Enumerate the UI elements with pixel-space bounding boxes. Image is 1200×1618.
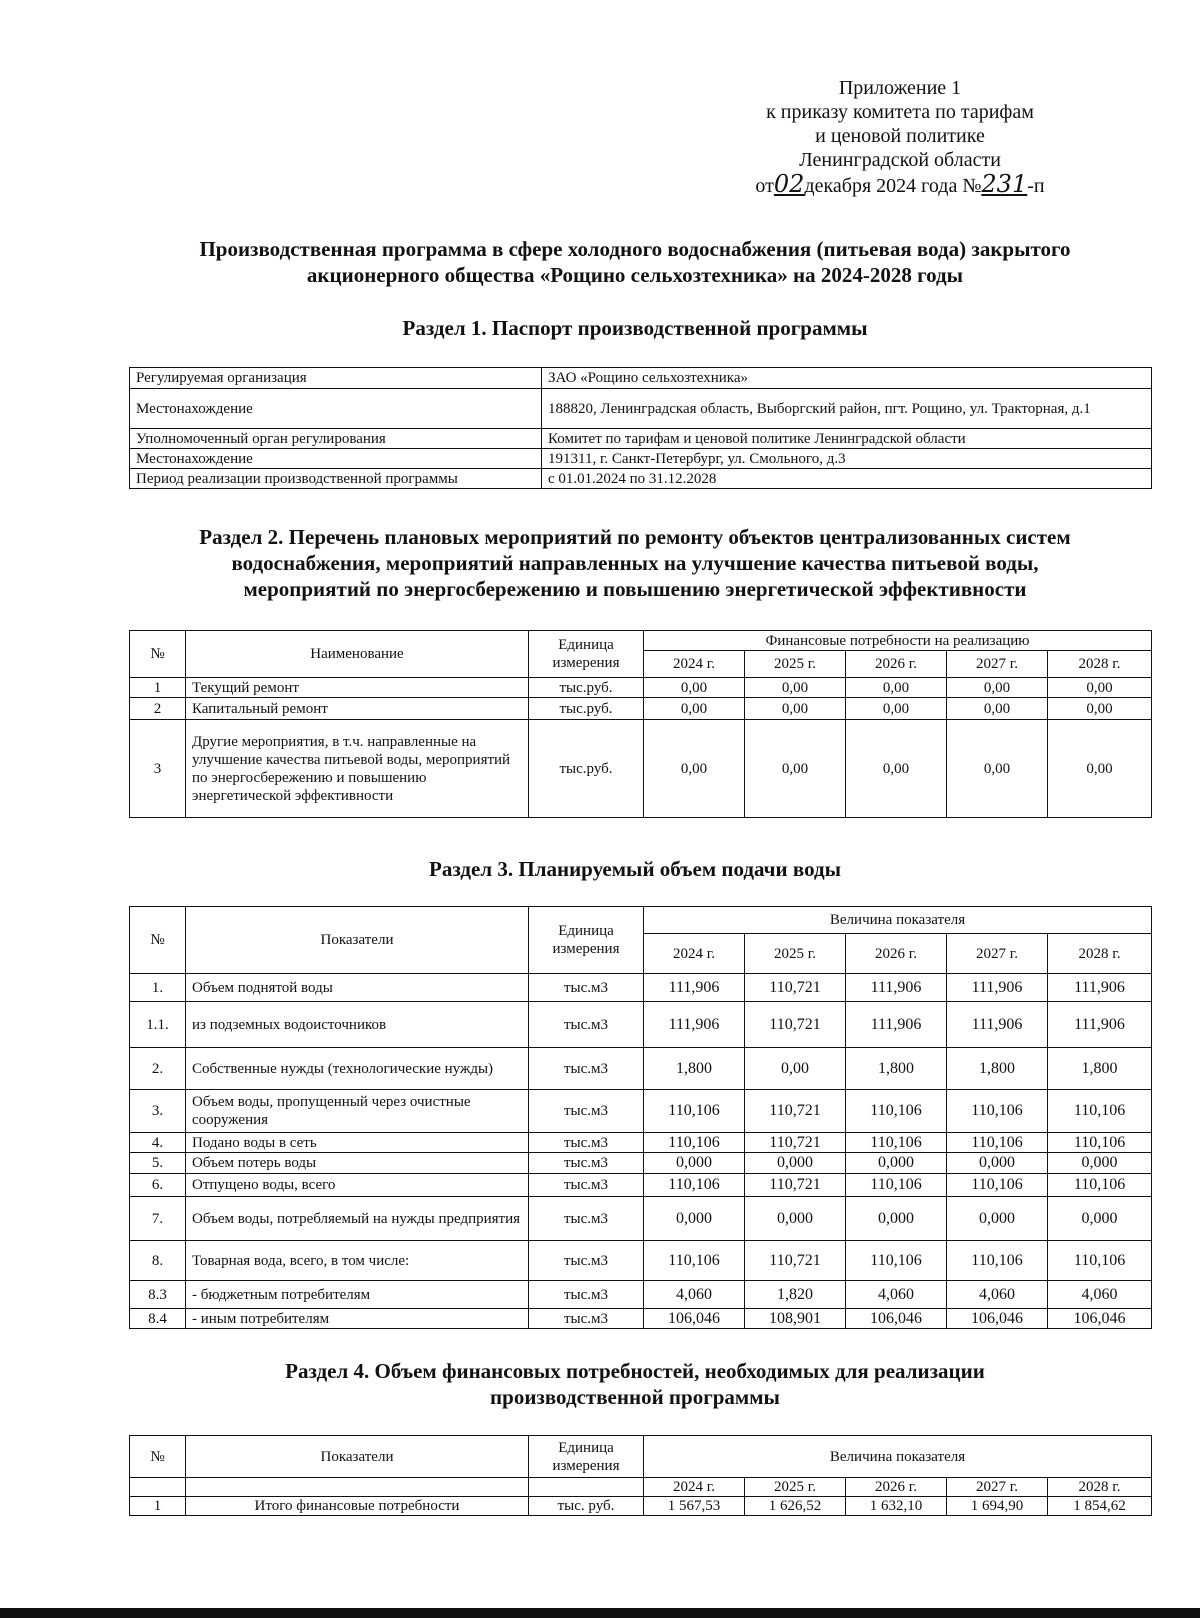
row-name: Собственные нужды (технологические нужды) [186,1048,529,1090]
table-row [130,1241,1152,1281]
row-unit: тыс.м3 [529,1241,644,1281]
table-row [130,449,1152,469]
table-row [130,678,1152,698]
row-value: 106,046 [846,1309,947,1329]
row-value: 0,000 [745,1153,846,1174]
row-no: 1 [130,678,186,698]
col-header-year: 2024 г. [644,1478,745,1497]
row-name: Итого финансовые потребности [186,1497,529,1516]
col-header-group: Величина показателя [644,907,1152,934]
water-supply-table [129,906,1152,1329]
passport-value: Комитет по тарифам и ценовой политике Ленинградской области [542,429,1152,449]
col-header-year: 2028 г. [1048,934,1152,974]
section1-heading: Раздел 1. Паспорт производственной программы [402,316,868,340]
passport-value: 188820, Ленинградская область, Выборгский район, пгт. Рощино, ул. Тракторная, д.1 [542,389,1152,429]
col-header-group: Финансовые потребности на реализацию [644,631,1152,651]
col-header-year: 2027 г. [947,1478,1048,1497]
row-value: 0,00 [846,720,947,818]
col-header-group: Величина показателя [644,1436,1152,1478]
row-no: 3. [130,1090,186,1133]
section4-heading [110,1358,1160,1410]
empty-cell [186,1478,529,1497]
row-name: Отпущено воды, всего [186,1174,529,1197]
table-row [130,1174,1152,1197]
row-no: 1 [130,1497,186,1516]
row-value: 0,000 [1048,1153,1152,1174]
table-row [130,1497,1152,1516]
col-header-no: № [130,631,186,678]
passport-table [129,367,1152,489]
annex-line-4: Ленинградской области [799,149,1001,171]
row-unit: тыс.м3 [529,1002,644,1048]
row-value: 1,800 [644,1048,745,1090]
financial-needs-table [129,1435,1152,1516]
row-value: 110,721 [745,1133,846,1153]
table-header-row [130,1478,1152,1497]
passport-label: Регулируемая организация [130,368,542,389]
row-value: 4,060 [846,1281,947,1309]
table-row [130,1197,1152,1241]
section2-heading [110,524,1160,602]
row-value: 110,106 [644,1174,745,1197]
row-value: 110,106 [846,1174,947,1197]
row-value: 0,00 [644,720,745,818]
passport-label: Период реализации производственной программы [130,469,542,489]
row-value: 0,00 [745,1048,846,1090]
row-unit: тыс.м3 [529,1197,644,1241]
row-no: 1.1. [130,1002,186,1048]
title-line-1: Производственная программа в сфере холодного водоснабжения (питьевая вода) закрытого [199,237,1071,261]
row-no: 8.4 [130,1309,186,1329]
row-value: 110,721 [745,1002,846,1048]
table-header-row [130,631,1152,651]
row-value: 1,820 [745,1281,846,1309]
row-name: Капитальный ремонт [186,698,529,720]
row-value: 111,906 [1048,974,1152,1002]
row-value: 0,000 [846,1197,947,1241]
row-no: 6. [130,1174,186,1197]
row-value: 4,060 [1048,1281,1152,1309]
table-row [130,698,1152,720]
row-value: 0,000 [644,1153,745,1174]
col-header-year: 2025 г. [745,1478,846,1497]
row-no: 7. [130,1197,186,1241]
row-value: 1,800 [846,1048,947,1090]
row-no: 3 [130,720,186,818]
row-unit: тыс.м3 [529,1133,644,1153]
section4-heading-line-1: Раздел 4. Объем финансовых потребностей, необходимых для реализации [285,1359,985,1383]
row-value: 1,800 [947,1048,1048,1090]
row-value: 0,00 [745,698,846,720]
row-value: 111,906 [1048,1002,1152,1048]
row-value: 1 694,90 [947,1497,1048,1516]
row-value: 0,00 [846,698,947,720]
section2-heading-line-2: водоснабжения, мероприятий направленных на улучшение качества питьевой воды, [231,551,1039,575]
row-value: 1,800 [1048,1048,1152,1090]
table-row [130,368,1152,389]
passport-label: Уполномоченный орган регулирования [130,429,542,449]
passport-label: Местонахождение [130,449,542,469]
col-header-name: Показатели [186,1436,529,1478]
row-value: 0,00 [1048,720,1152,818]
document-title [110,236,1160,288]
row-unit: тыс.руб. [529,698,644,720]
col-header-year: 2024 г. [644,651,745,678]
row-value: 0,000 [745,1197,846,1241]
empty-cell [529,1478,644,1497]
table-header-row [130,907,1152,934]
row-name: - бюджетным потребителям [186,1281,529,1309]
row-unit: тыс.м3 [529,1309,644,1329]
row-value: 110,721 [745,1241,846,1281]
table-row [130,389,1152,429]
annex-line-2: к приказу комитета по тарифам [766,101,1034,123]
row-no: 2. [130,1048,186,1090]
row-value: 0,00 [947,678,1048,698]
scan-edge [0,1608,1200,1618]
row-value: 111,906 [644,1002,745,1048]
row-value: 106,046 [947,1309,1048,1329]
row-name: Объем воды, потребляемый на нужды предприятия [186,1197,529,1241]
row-value: 0,000 [947,1197,1048,1241]
table-row [130,469,1152,489]
row-no: 1. [130,974,186,1002]
row-value: 110,106 [947,1174,1048,1197]
row-name: Другие мероприятия, в т.ч. направленные на улучшение качества питьевой воды, мероприятий по энергосбережению и повышению энергетической эффективности [186,720,529,818]
row-value: 108,901 [745,1309,846,1329]
col-header-year: 2027 г. [947,651,1048,678]
row-name: Объем воды, пропущенный через очистные сооружения [186,1090,529,1133]
section3-heading: Раздел 3. Планируемый объем подачи воды [429,857,841,881]
table-row [130,974,1152,1002]
row-value: 106,046 [1048,1309,1152,1329]
row-value: 0,00 [947,698,1048,720]
section2-heading-line-3: мероприятий по энергосбережению и повышению энергетической эффективности [243,577,1027,601]
row-value: 0,00 [745,720,846,818]
annex-line-1: Приложение 1 [838,77,962,99]
row-unit: тыс.м3 [529,1281,644,1309]
passport-value: с 01.01.2024 по 31.12.2028 [542,469,1152,489]
row-value: 110,106 [1048,1133,1152,1153]
table-row [130,1002,1152,1048]
row-unit: тыс.м3 [529,1048,644,1090]
row-unit: тыс.м3 [529,974,644,1002]
row-value: 1 626,52 [745,1497,846,1516]
row-name: - иным потребителям [186,1309,529,1329]
row-name: Текущий ремонт [186,678,529,698]
row-unit: тыс.м3 [529,1174,644,1197]
annex-header [700,76,1100,198]
row-value: 0,00 [644,698,745,720]
table-header-row [130,1436,1152,1478]
row-value: 0,00 [846,678,947,698]
row-unit: тыс.м3 [529,1090,644,1133]
annex-day: 02 [773,170,805,198]
row-value: 106,046 [644,1309,745,1329]
table-row [130,720,1152,818]
row-value: 111,906 [644,974,745,1002]
table-row [130,1133,1152,1153]
row-no: 5. [130,1153,186,1174]
row-value: 110,106 [1048,1174,1152,1197]
row-no: 4. [130,1133,186,1153]
row-unit: тыс.м3 [529,1153,644,1174]
row-value: 110,721 [745,1090,846,1133]
table-row [130,1309,1152,1329]
col-header-year: 2026 г. [846,1478,947,1497]
row-unit: тыс. руб. [529,1497,644,1516]
section2-heading-line-1: Раздел 2. Перечень плановых мероприятий по ремонту объектов централизованных систем [199,525,1071,549]
table-row [130,1090,1152,1133]
col-header-name: Наименование [186,631,529,678]
row-value: 110,106 [846,1133,947,1153]
row-value: 0,00 [644,678,745,698]
annex-date-prefix: от [755,175,774,197]
row-value: 1 567,53 [644,1497,745,1516]
row-value: 0,00 [1048,678,1152,698]
repair-measures-table [129,630,1152,818]
table-row [130,1153,1152,1174]
row-value: 110,106 [846,1241,947,1281]
row-value: 110,106 [846,1090,947,1133]
row-name: Объем поднятой воды [186,974,529,1002]
row-unit: тыс.руб. [529,678,644,698]
row-value: 110,106 [1048,1241,1152,1281]
row-no: 2 [130,698,186,720]
row-name: Товарная вода, всего, в том числе: [186,1241,529,1281]
col-header-year: 2025 г. [745,651,846,678]
row-no: 8. [130,1241,186,1281]
row-value: 0,000 [947,1153,1048,1174]
row-value: 111,906 [846,974,947,1002]
row-name: из подземных водоисточников [186,1002,529,1048]
annex-number: 231 [981,170,1028,198]
col-header-year: 2026 г. [846,934,947,974]
row-value: 110,721 [745,1174,846,1197]
row-no: 8.3 [130,1281,186,1309]
passport-value: ЗАО «Рощино сельхозтехника» [542,368,1152,389]
row-value: 110,106 [947,1133,1048,1153]
col-header-unit: Единица измерения [529,907,644,974]
row-name: Объем потерь воды [186,1153,529,1174]
row-value: 1 854,62 [1048,1497,1152,1516]
row-value: 110,106 [1048,1090,1152,1133]
col-header-year: 2026 г. [846,651,947,678]
annex-date-mid: декабря 2024 года № [804,175,982,197]
col-header-year: 2028 г. [1048,1478,1152,1497]
row-value: 111,906 [846,1002,947,1048]
col-header-name: Показатели [186,907,529,974]
row-value: 110,106 [644,1090,745,1133]
row-value: 0,00 [947,720,1048,818]
col-header-year: 2024 г. [644,934,745,974]
annex-line-3: и ценовой политике [815,125,985,147]
row-name: Подано воды в сеть [186,1133,529,1153]
row-value: 111,906 [947,974,1048,1002]
col-header-unit: Единица измерения [529,631,644,678]
row-value: 111,906 [947,1002,1048,1048]
row-value: 0,000 [846,1153,947,1174]
annex-date-line [700,172,1100,198]
empty-cell [130,1478,186,1497]
table-row [130,1048,1152,1090]
col-header-no: № [130,907,186,974]
row-value: 4,060 [644,1281,745,1309]
annex-suffix: -п [1027,175,1045,197]
row-value: 0,000 [644,1197,745,1241]
row-value: 110,106 [947,1241,1048,1281]
row-value: 4,060 [947,1281,1048,1309]
row-value: 0,000 [1048,1197,1152,1241]
title-line-2: акционерного общества «Рощино сельхозтехника» на 2024-2028 годы [306,263,964,287]
passport-label: Местонахождение [130,389,542,429]
col-header-unit: Единица измерения [529,1436,644,1478]
row-value: 110,106 [644,1133,745,1153]
col-header-year: 2027 г. [947,934,1048,974]
row-unit: тыс.руб. [529,720,644,818]
row-value: 110,106 [644,1241,745,1281]
row-value: 0,00 [745,678,846,698]
passport-value: 191311, г. Санкт-Петербург, ул. Смольного, д.3 [542,449,1152,469]
row-value: 1 632,10 [846,1497,947,1516]
table-row [130,1281,1152,1309]
col-header-year: 2028 г. [1048,651,1152,678]
row-value: 110,106 [947,1090,1048,1133]
row-value: 0,00 [1048,698,1152,720]
col-header-year: 2025 г. [745,934,846,974]
row-value: 110,721 [745,974,846,1002]
table-row [130,429,1152,449]
col-header-no: № [130,1436,186,1478]
section4-heading-line-2: производственной программы [490,1385,780,1409]
